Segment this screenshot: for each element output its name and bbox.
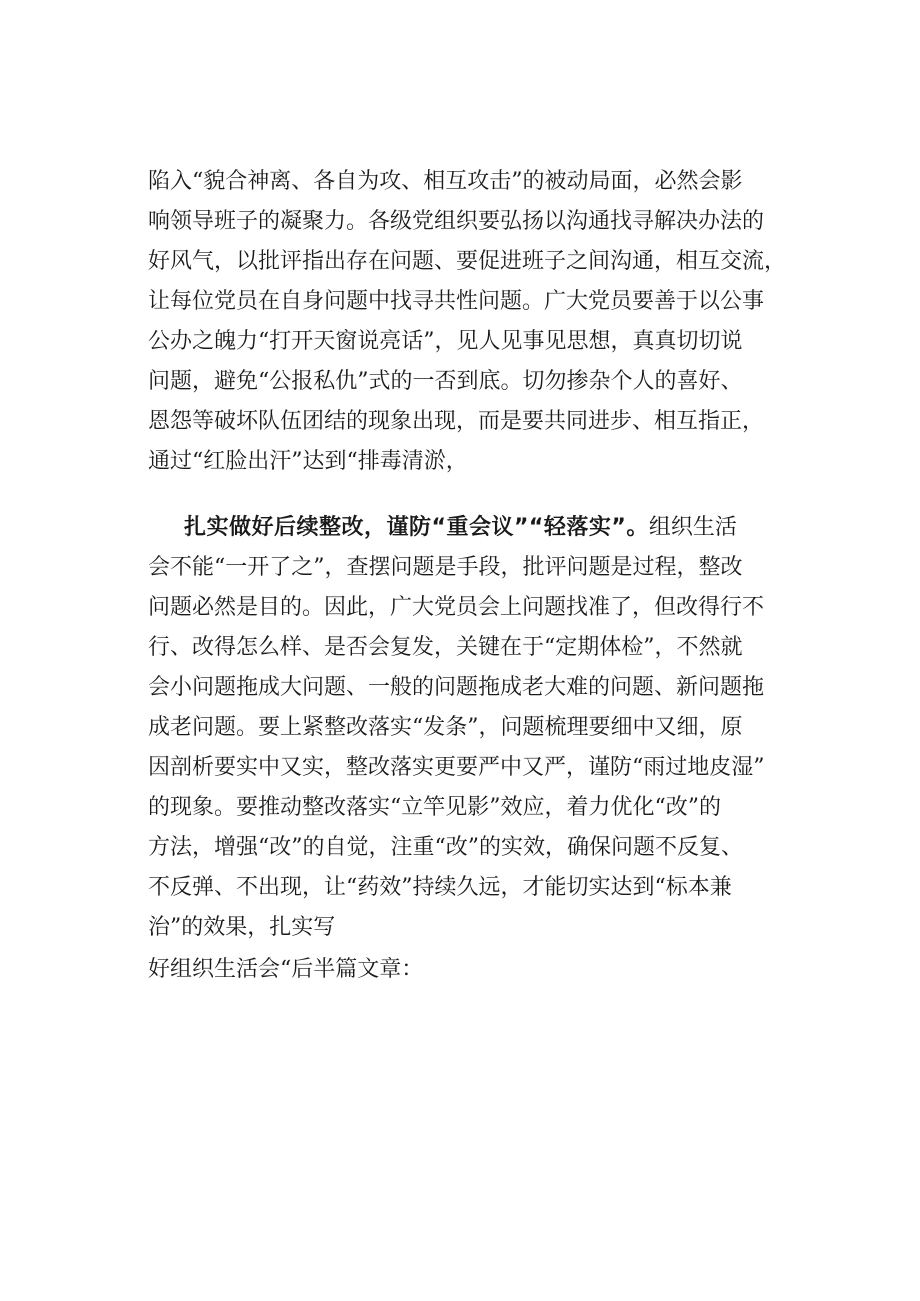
trailing-line: 好组织生活会“后半篇文章： xyxy=(148,957,424,982)
paragraph-line: 问题必然是目的。因此，广大党员会上问题找准了，但改得行不 xyxy=(148,595,765,620)
paragraph-line: 不反弹、不出现，让“药效”持续久远，才能切实达到“标本兼 xyxy=(148,875,732,900)
paragraph-line: 行、改得怎么样、是否会复发，关键在于“定期体检”，不然就 xyxy=(148,635,743,660)
paragraph-line: 会小问题拖成大问题、一般的问题拖成老大难的问题、新问题拖 xyxy=(148,675,765,700)
paragraph-line: 问题，避免“公报私仇”式的一否到底。切勿掺杂个人的喜好、 xyxy=(148,369,743,394)
paragraph-2 xyxy=(148,508,808,948)
paragraph-line: 会不能“一开了之”，查摆问题是手段，批评问题是过程，整改 xyxy=(148,555,743,580)
paragraph-line: 恩怨等破坏队伍团结的现象出现，而是要共同进步、相互指正， xyxy=(148,409,765,434)
paragraph-line: 因剖析要实中又实，整改落实更要严中又严，谨防“雨过地皮湿” xyxy=(148,755,765,780)
paragraph-line: 响领导班子的凝聚力。各级党组织要弘扬以沟通找寻解决办法的 xyxy=(148,209,765,234)
paragraph-line: 让每位党员在自身问题中找寻共性问题。广大党员要善于以公事 xyxy=(148,289,765,314)
paragraph-line-rest: 组织生活 xyxy=(648,515,737,540)
paragraph-line: 公办之魄力“打开天窗说亮话”，见人见事见思想，真真切切说 xyxy=(148,329,743,354)
paragraph-first-line xyxy=(148,508,808,548)
section-heading: 扎实做好后续整改，谨防“重会议”“轻落实”。 xyxy=(184,515,649,540)
paragraph-line: 治”的效果，扎实写 xyxy=(148,915,336,940)
paragraph-line: 的现象。要推动整改落实“立竿见影”效应，着力优化“改”的 xyxy=(148,795,721,820)
paragraph-line: 成老问题。要上紧整改落实“发条”，问题梳理要细中又细，原 xyxy=(148,715,743,740)
paragraph-line: 通过“红脸出汗”达到“排毒清淤， xyxy=(148,449,468,474)
paragraph-line: 陷入“貌合神离、各自为攻、相互攻击”的被动局面，必然会影 xyxy=(148,169,743,194)
paragraph-1 xyxy=(148,162,808,482)
paragraph-line: 方法，增强“改”的自觉，注重“改”的实效，确保问题不反复、 xyxy=(148,835,743,860)
paragraph-line: 好风气，以批评指出存在问题、要促进班子之间沟通，相互交流， xyxy=(148,249,787,274)
